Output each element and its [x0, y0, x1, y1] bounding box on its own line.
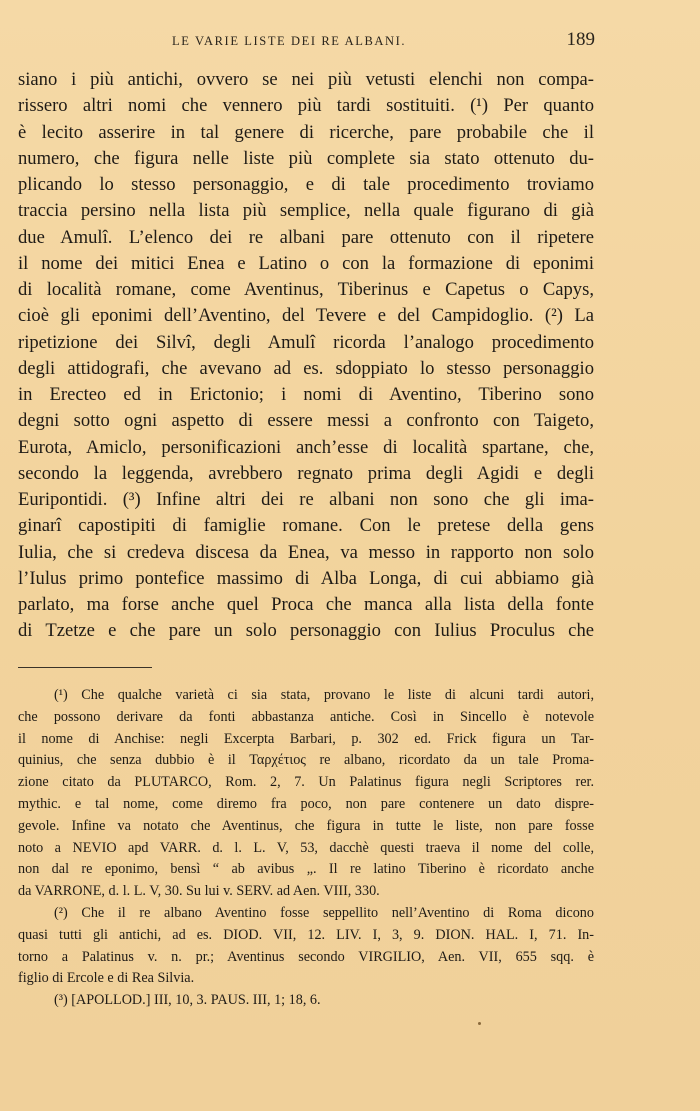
text-line: Euripontidi. (³) Infine altri dei re albani non sono che gli ima-	[18, 489, 594, 510]
text-line: Eurota, Amiclo, personificazioni anch’esse di località spartane, che,	[18, 436, 594, 458]
footnote-line: gevole. Infine va notato che Aventinus, che figura in tutte le liste, non pare fosse	[18, 817, 594, 834]
text-line: degli attidografi, che avevano ad es. sdoppiato lo stesso personaggio	[18, 357, 594, 379]
text-line: l’Iulus primo pontefice massimo di Alba Longa, di cui abbiamo già	[18, 567, 594, 589]
main-text	[18, 67, 594, 645]
footnote-line: figlio di Ercole e di Rea Silvia.	[18, 970, 195, 987]
text-line: di Tzetze e che pare un solo personaggio con Iulius Proculus che	[18, 620, 594, 642]
text-line: il nome dei mitici Enea e Latino o con la formazione di eponimi	[18, 252, 594, 274]
text-line: parlato, ma forse anche quel Proca che manca alla lista della fonte	[18, 594, 594, 615]
text-line: degni sotto ogni aspetto di essere messi a confronto con Taigeto,	[18, 410, 594, 432]
footnotes	[18, 685, 594, 1012]
text-line: rissero altri nomi che vennero più tardi sostituiti. (¹) Per quanto	[18, 95, 594, 117]
running-title: LE VARIE LISTE DEI RE ALBANI.	[172, 34, 407, 48]
footnote-line: non dal re eponimo, bensì “ ab avibus „. Il re latino Tiberino è ricordato anche	[18, 861, 594, 878]
footnote-line: noto a NEVIO apd VARR. d. l. L. V, 53, dacchè questi traeva il nome del colle,	[18, 839, 594, 856]
footnote-line: quinius, che senza dubbio è il Ταρχέτιος re albano, ricordato da un tale Proma-	[18, 752, 594, 769]
footnote-line: quasi tutti gli antichi, ad es. DIOD. VII, 12. LIV. I, 3, 9. DION. HAL. I, 71. In-	[18, 926, 594, 943]
text-line: cioè gli eponimi dell’Aventino, del Tevere e del Campidoglio. (²) La	[18, 305, 594, 327]
footnote-line: che possono derivare da fonti abbastanza antiche. Così in Sincello è notevole	[18, 708, 594, 725]
text-line: plicando lo stesso personaggio, e di tale procedimento troviamo	[18, 174, 594, 195]
text-line: è lecito asserire in tal genere di ricerche, pare probabile che il	[18, 121, 594, 143]
text-line: numero, che figura nelle liste più complete sia stato ottenuto du-	[18, 147, 594, 169]
footnote-line: (¹) Che qualche varietà ci sia stata, provano le liste di alcuni tardi autori,	[54, 687, 594, 703]
paper-speck	[478, 1022, 481, 1025]
text-line: traccia persino nella lista più semplice, nella quale figurano di già	[18, 200, 594, 222]
footnote-line: da VARRONE, d. l. L. V, 30. Su lui v. SERV. ad Aen. VIII, 330.	[18, 883, 380, 900]
footnote-rule	[18, 667, 152, 668]
footnote-line: zione citato da PLUTARCO, Rom. 2, 7. Un Palatinus figura negli Scriptores rer.	[18, 774, 594, 791]
text-line: in Erecteo ed in Erictonio; i nomi di Aventino, Tiberino sono	[18, 384, 594, 405]
text-line: ginarî capostipiti di famiglie romane. Con le pretese della gens	[18, 515, 594, 537]
footnote-line: il nome di Anchise: negli Excerpta Barbari, p. 302 ed. Frick figura un Tar-	[18, 730, 594, 747]
text-line: secondo la leggenda, avrebbero regnato prima degli Agidi e degli	[18, 462, 594, 484]
footnote-line: (²) Che il re albano Aventino fosse seppellito nell’Aventino di Roma dicono	[54, 904, 594, 921]
footnote-line: mythic. e tal nome, come diremo fra poco, non pare contenere un dato dispre-	[18, 795, 594, 812]
footnote-line: (³) [APOLLOD.] III, 10, 3. PAUS. III, 1; 18, 6.	[54, 992, 321, 1009]
text-line: ripetizione dei Silvî, degli Amulî ricorda l’analogo procedimento	[18, 331, 594, 353]
page-number: 189	[566, 29, 595, 50]
footnote-line: torno a Palatinus v. n. pr.; Aventinus secondo VIRGILIO, Aen. VII, 655 sqq. è	[18, 948, 594, 965]
text-line: due Amulî. L’elenco dei re albani pare ottenuto con il ripetere	[18, 226, 594, 248]
text-line: di località romane, come Aventinus, Tiberinus e Capetus o Capys,	[18, 279, 594, 300]
text-line: siano i più antichi, ovvero se nei più vetusti elenchi non compa-	[18, 69, 594, 90]
text-line: Iulia, che si credeva discesa da Enea, va messo in rapporto non solo	[18, 541, 594, 563]
